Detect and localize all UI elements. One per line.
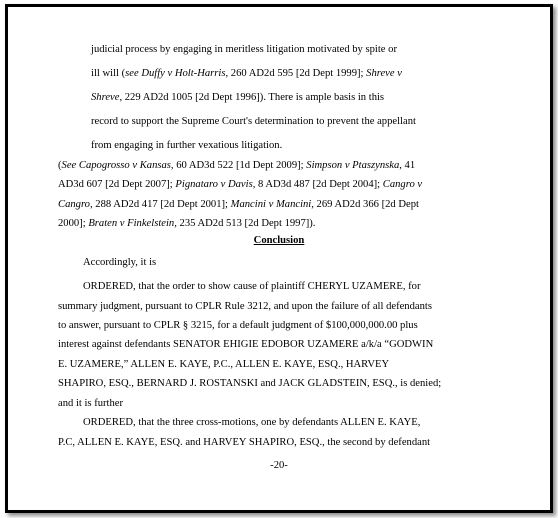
text-run: (: [58, 160, 62, 171]
citations-line: [58, 159, 415, 172]
body-line: [58, 377, 441, 390]
text-run: judicial process by engaging in meritless litigation motivated by spite or: [91, 44, 397, 55]
text-run: , 269 AD2d 366 [2d Dept: [311, 199, 419, 210]
citations-line: [58, 217, 315, 230]
text-run: from engaging in further vexatious litigation.: [91, 140, 283, 151]
text-run: summary judgment, pursuant to CPLR Rule 3212, and upon the failure of all defendants: [58, 301, 432, 312]
body-line: [83, 416, 420, 429]
text-run: P.C, ALLEN E. KAYE, ESQ. and HARVEY SHAPIRO, ESQ., the second by defendant: [58, 437, 431, 448]
text-run: , 260 AD2d 595 [2d Dept 1999];: [225, 68, 367, 79]
text-run: , 41: [399, 160, 416, 171]
text-run: ill will (: [91, 68, 126, 79]
body-line: [58, 397, 123, 410]
page-number: -20-: [270, 460, 288, 471]
text-run: ORDERED, that the three cross-motions, one by defendants ALLEN E. KAYE,: [83, 417, 421, 428]
case-name: Mancini v Mancini: [230, 199, 312, 210]
text-run: , 60 AD3d 522 [1d Dept 2009];: [170, 160, 307, 171]
body-line: [58, 436, 430, 449]
text-run: AD3d 607 [2d Dept 2007];: [58, 179, 176, 190]
text-run: interest against defendants SENATOR EHIGIE EDOBOR UZAMERE a/k/a “GODWIN: [58, 339, 434, 350]
citations-line: [58, 198, 419, 211]
case-name: Shreve: [91, 92, 120, 103]
body-line: [58, 319, 418, 332]
citations-line: [58, 178, 422, 191]
case-name: Braten v Finkelstein: [88, 218, 175, 229]
case-name: Cangro v: [382, 179, 423, 190]
text-run: and it is further: [58, 398, 124, 409]
document-page: [5, 4, 553, 513]
body-line: [58, 300, 432, 313]
case-name: see Duffy v Holt-Harris: [125, 68, 226, 79]
text-run: ORDERED, that the order to show cause of plaintiff CHERYL UZAMERE, for: [83, 281, 421, 292]
body-line: [83, 280, 420, 293]
text-run: E. UZAMERE,” ALLEN E. KAYE, P.C., ALLEN E. KAYE, ESQ., HARVEY: [58, 359, 390, 370]
body-line: [58, 358, 389, 371]
block-quote-line: [91, 91, 384, 104]
body-line: [58, 338, 433, 351]
case-name: Simpson v Ptaszynska: [306, 160, 400, 171]
text-run: , 235 AD2d 513 [2d Dept 1997]).: [174, 218, 316, 229]
text-run: 2000];: [58, 218, 89, 229]
case-name: Pignataro v Davis: [175, 179, 253, 190]
body-line: [83, 256, 156, 269]
case-name: Shreve v: [366, 68, 402, 79]
block-quote-line: [91, 115, 416, 128]
text-run: , 229 AD2d 1005 [2d Dept 1996]). There is ample basis in this: [119, 92, 385, 103]
block-quote-line: [91, 67, 402, 80]
block-quote-line: [91, 139, 282, 152]
block-quote-line: [91, 43, 397, 56]
conclusion-heading: Conclusion: [253, 235, 305, 246]
text-run: to answer, pursuant to CPLR § 3215, for a default judgment of $100,000,000.00 plus: [58, 320, 418, 331]
text-run: , 8 AD3d 487 [2d Dept 2004];: [252, 179, 383, 190]
text-run: record to support the Supreme Court's determination to prevent the appellant: [91, 116, 416, 127]
text-run: Accordingly, it is: [83, 257, 157, 268]
text-run: , 288 AD2d 417 [2d Dept 2001];: [89, 199, 231, 210]
case-name: See Capogrosso v Kansas: [61, 160, 171, 171]
text-run: SHAPIRO, ESQ., BERNARD J. ROSTANSKI and JACK GLADSTEIN, ESQ., is denied;: [58, 378, 442, 389]
case-name: Cangro: [58, 199, 90, 210]
